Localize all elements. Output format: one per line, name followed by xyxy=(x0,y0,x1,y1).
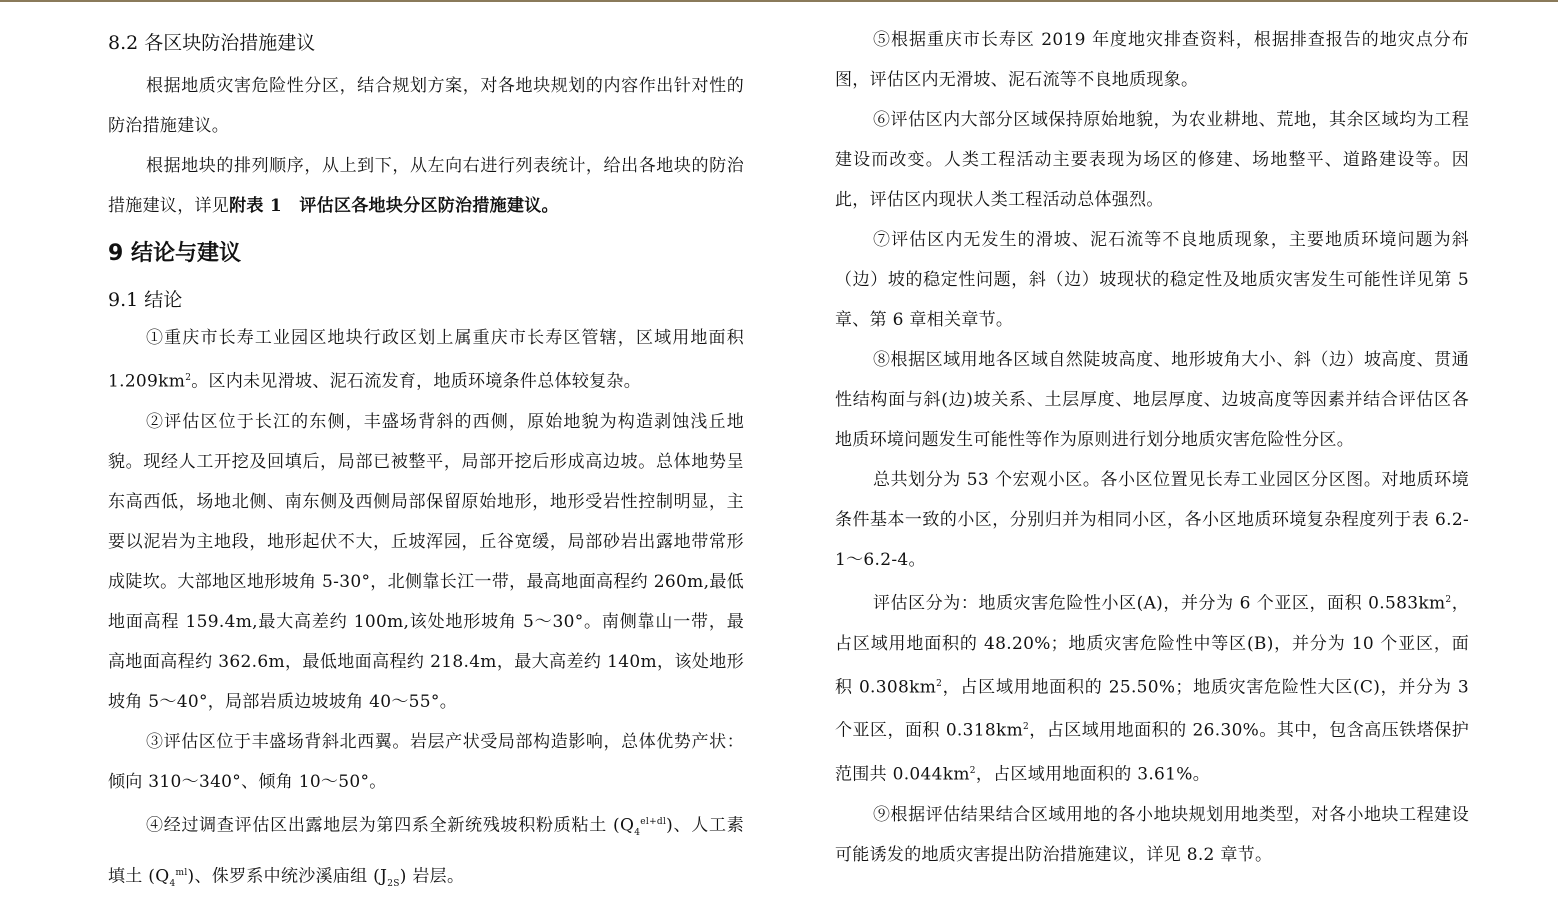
conclusion-4 xyxy=(108,802,744,904)
conclusion-5: ⑤根据重庆市长寿区 2019 年度地灾排查资料，根据排查报告的地灾点分布图，评估区内无滑坡、泥石流等不良地质现象。 xyxy=(835,30,1469,90)
superscript: 2 xyxy=(969,765,976,776)
conclusion-text: 。区内未见滑坡、泥石流发育，地质环境条件总体较复杂。 xyxy=(191,371,642,392)
conclusion-text: )、人工素填土 (Q xyxy=(108,815,745,887)
area-text: 评估区分为：地质灾害危险性小区(A)，并分为 6 个亚区，面积 0.583km xyxy=(873,593,1446,614)
area-text: ，占区域用地面积的 26.30%。其中，包含高压铁塔保护范围共 0.044km xyxy=(835,720,1469,785)
top-rule xyxy=(0,0,1558,2)
superscript: 2 xyxy=(185,373,192,383)
chapter-9-heading: 9 结论与建议 xyxy=(108,241,241,266)
zone-area-paragraph xyxy=(835,580,1469,795)
subscript: 2S xyxy=(387,878,400,889)
area-text: ，占区域用地面积的 25.50%；地质灾害危险性大区(C)，并分为 3 个亚区，面积 0.318km xyxy=(835,677,1469,741)
conclusion-text: ①重庆市长寿工业园区地块行政区划上属重庆市长寿区管辖，区域用地面积 1.209km xyxy=(108,328,744,392)
conclusion-7: ⑦评估区内无发生的滑坡、泥石流等不良地质现象，主要地质环境问题为斜（边）坡的稳定性问题，斜（边）坡现状的稳定性及地质灾害发生可能性详见第 5 章、第 6 章相关章节。 xyxy=(835,230,1469,330)
superscript: ml xyxy=(175,867,188,878)
conclusion-1 xyxy=(108,318,744,402)
left-column xyxy=(108,20,744,904)
area-text: ，占区域用地面积的 3.61%。 xyxy=(975,764,1211,785)
area-text: ，占区域用地面积的 48.20%；地质灾害危险性中等区(B)，并分为 10 个亚区，面积 0.308km xyxy=(835,593,1469,698)
conclusion-3: ③评估区位于丰盛场背斜北西翼。岩层产状受局部构造影响，总体优势产状：倾向 310～340°、倾角 10～50°。 xyxy=(108,731,744,792)
conclusion-2: ②评估区位于长江的东侧，丰盛场背斜的西侧，原始地貌为构造剥蚀浅丘地貌。现经人工开挖及回填后，局部已被整平，局部开挖后形成高边坡。总体地势呈东高西低，场地北侧、南东侧及西侧局部保留原始地形，地形受岩性控制明显，主要以泥岩为主地段，地形起伏不大，丘坡浑园，丘谷宽缓，局部砂岩出露地带常形成陡坎。大部地区地形坡角 5-30°，北侧靠长江一带，最高地面高程约 260m,最低地面高程 159.4m,最大高差约 100m,该处地形坡角 5～30°。南侧靠山一带，最高地面高程约 362.6m，最低地面高程约 218.4m，最大高差约 140m，该处地形坡角 5～40°，局部岩质边坡坡角 40～55°。 xyxy=(108,411,744,712)
superscript: 2 xyxy=(1023,722,1030,733)
section-8-2-heading: 8.2 各区块防治措施建议 xyxy=(108,32,316,54)
appendix-reference: 附表 1 评估区各地块分区防治措施建议。 xyxy=(229,196,559,216)
conclusion-text: ) 岩层。 xyxy=(399,866,465,887)
paragraph-text: 根据地块的排列顺序，从上到下，从左向右进行列表统计，给出各地块的防治措施建议，详见 xyxy=(108,156,744,216)
right-column xyxy=(835,20,1469,875)
subscript: 4 xyxy=(634,827,641,838)
conclusion-8: ⑧根据区域用地各区域自然陡坡高度、地形坡角大小、斜（边）坡高度、贯通性结构面与斜(边)坡关系、土层厚度、地层厚度、边坡高度等因素并结合评估区各地质环境问题发生可能性等作为原则进行划分地质灾害危险性分区。 xyxy=(835,350,1469,450)
conclusion-text: )、侏罗系中统沙溪庙组 (J xyxy=(187,866,388,887)
superscript: 2 xyxy=(936,678,943,689)
paragraph xyxy=(108,146,744,226)
superscript: el+dl xyxy=(640,816,667,827)
superscript: 2 xyxy=(1445,595,1452,605)
conclusion-text: ④经过调查评估区出露地层为第四系全新统残坡积粉质粘土 (Q xyxy=(146,815,635,836)
zone-total-paragraph: 总共划分为 53 个宏观小区。各小区位置见长寿工业园区分区图。对地质环境条件基本一致的小区，分别归并为相同小区，各小区地质环境复杂程度列于表 6.2-1～6.2-4。 xyxy=(835,470,1469,570)
conclusion-9: ⑨根据评估结果结合区域用地的各小地块规划用地类型，对各小地块工程建设可能诱发的地质灾害提出防治措施建议，详见 8.2 章节。 xyxy=(835,804,1469,865)
section-9-1-heading: 9.1 结论 xyxy=(108,289,183,311)
subscript: 4 xyxy=(169,878,176,889)
paragraph: 根据地质灾害危险性分区，结合规划方案，对各地块规划的内容作出针对性的防治措施建议。 xyxy=(108,76,744,136)
conclusion-6: ⑥评估区内大部分区域保持原始地貌，为农业耕地、荒地，其余区域均为工程建设而改变。人类工程活动主要表现为场区的修建、场地整平、道路建设等。因此，评估区内现状人类工程活动总体强烈。 xyxy=(835,110,1469,210)
